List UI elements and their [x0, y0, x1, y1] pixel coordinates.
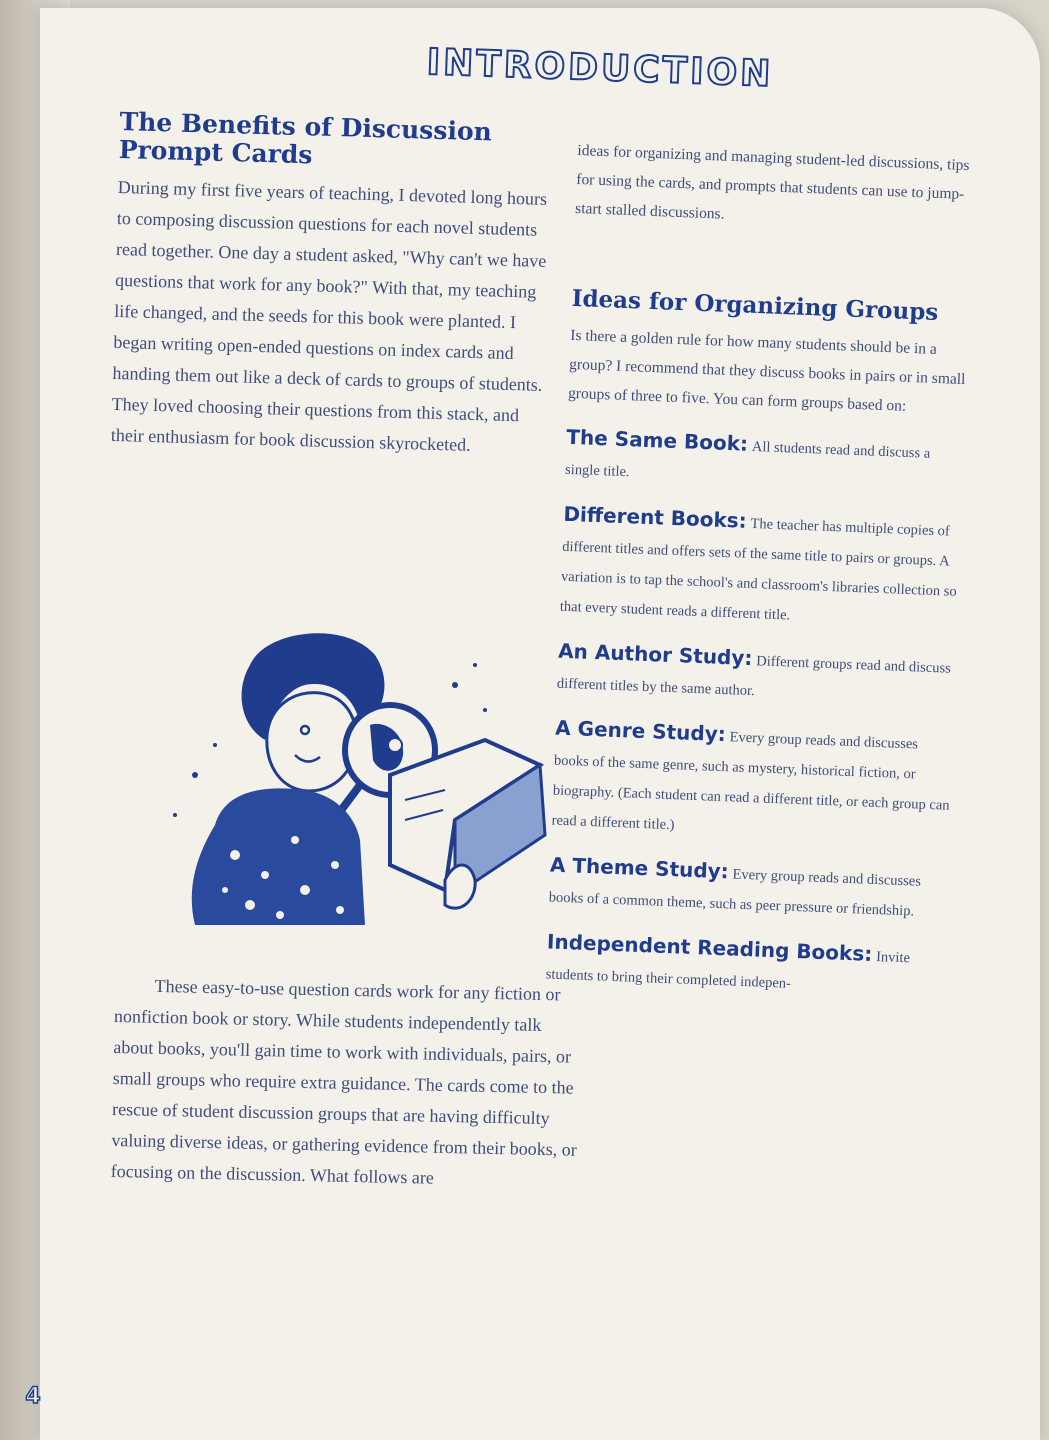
organizing-groups-intro: Is there a golden rule for how many students should be in a group? I recommend that they discuss books in pairs or in small groups of three to five. You can form groups based on:: [567, 326, 966, 415]
term-description: The teacher has multiple copies of different titles and offers sets of the same title to pairs or groups. A variation is to tap the school's and classroom's libraries collection so that every student reads a different title.: [559, 515, 957, 624]
term-label: The Same Book:: [565, 424, 749, 456]
list-item-same-book: [565, 422, 967, 500]
closing-paragraph: These easy-to-use question cards work for any fiction or nonfiction book or story. While students independently talk about books, you'll gain time to work with individuals, pairs, or small groups who require extra guidance. The cards come to the rescue of student discussion groups that are having difficulty valuing diverse ideas, or gathering evidence from their books, or focusing on the discussion. What follows are: [110, 975, 577, 1188]
term-label: Independent Reading Books:: [546, 929, 873, 966]
organizing-groups-heading: Ideas for Organizing Groups: [571, 284, 939, 326]
term-description: Every group reads and discusses books of a common theme, such as peer pressure or friendship.: [548, 866, 922, 920]
list-item-genre-study: [551, 713, 955, 851]
term-description: Different groups read and discuss different titles by the same author.: [556, 653, 952, 700]
term-label: An Author Study:: [557, 638, 753, 671]
list-item-independent-reading: [545, 926, 947, 1004]
continued-text: ideas for organizing and managing student-led discussions, tips for using the cards, and prompts that students can use to jump-start stalled discussions.: [574, 141, 970, 223]
term-description: Invite students to bring their completed indepen-: [545, 949, 911, 992]
term-label: A Theme Study:: [549, 852, 730, 884]
girl-with-magnifying-glass-illustration: [155, 625, 565, 955]
right-column: [545, 136, 978, 1019]
left-column: [110, 108, 559, 463]
list-item-author-study: [556, 636, 958, 714]
term-label: A Genre Study:: [554, 715, 727, 747]
term-description: All students read and discuss a single title.: [564, 438, 931, 481]
page-banner-title: INTRODUCTION: [426, 41, 774, 96]
list-item-theme-study: [548, 849, 950, 927]
list-item-different-books: [559, 499, 963, 637]
left-column-bottom: [110, 970, 584, 1197]
benefits-heading: The Benefits of Discussion Prompt Cards: [118, 107, 493, 170]
page-number: 4: [25, 1384, 41, 1409]
term-label: Different Books:: [563, 501, 748, 533]
intro-paragraph: During my first five years of teaching, I devoted long hours to composing discussion questions for each novel students read together. One day a student asked, "Why can't we have questions that work for any book?" With that, my teaching life changed, and the seeds for this book were planted. I began writing open-ended questions on index cards and handing them out like a deck of cards to groups of students. They loved choosing their questions from this stack, and their enthusiasm for book discussion skyrocketed.: [110, 176, 548, 455]
term-description: Every group reads and discusses books of the same genre, such as mystery, historical fiction, or biography. (Each student can read a different title, or each group can read a different title.): [551, 729, 950, 834]
